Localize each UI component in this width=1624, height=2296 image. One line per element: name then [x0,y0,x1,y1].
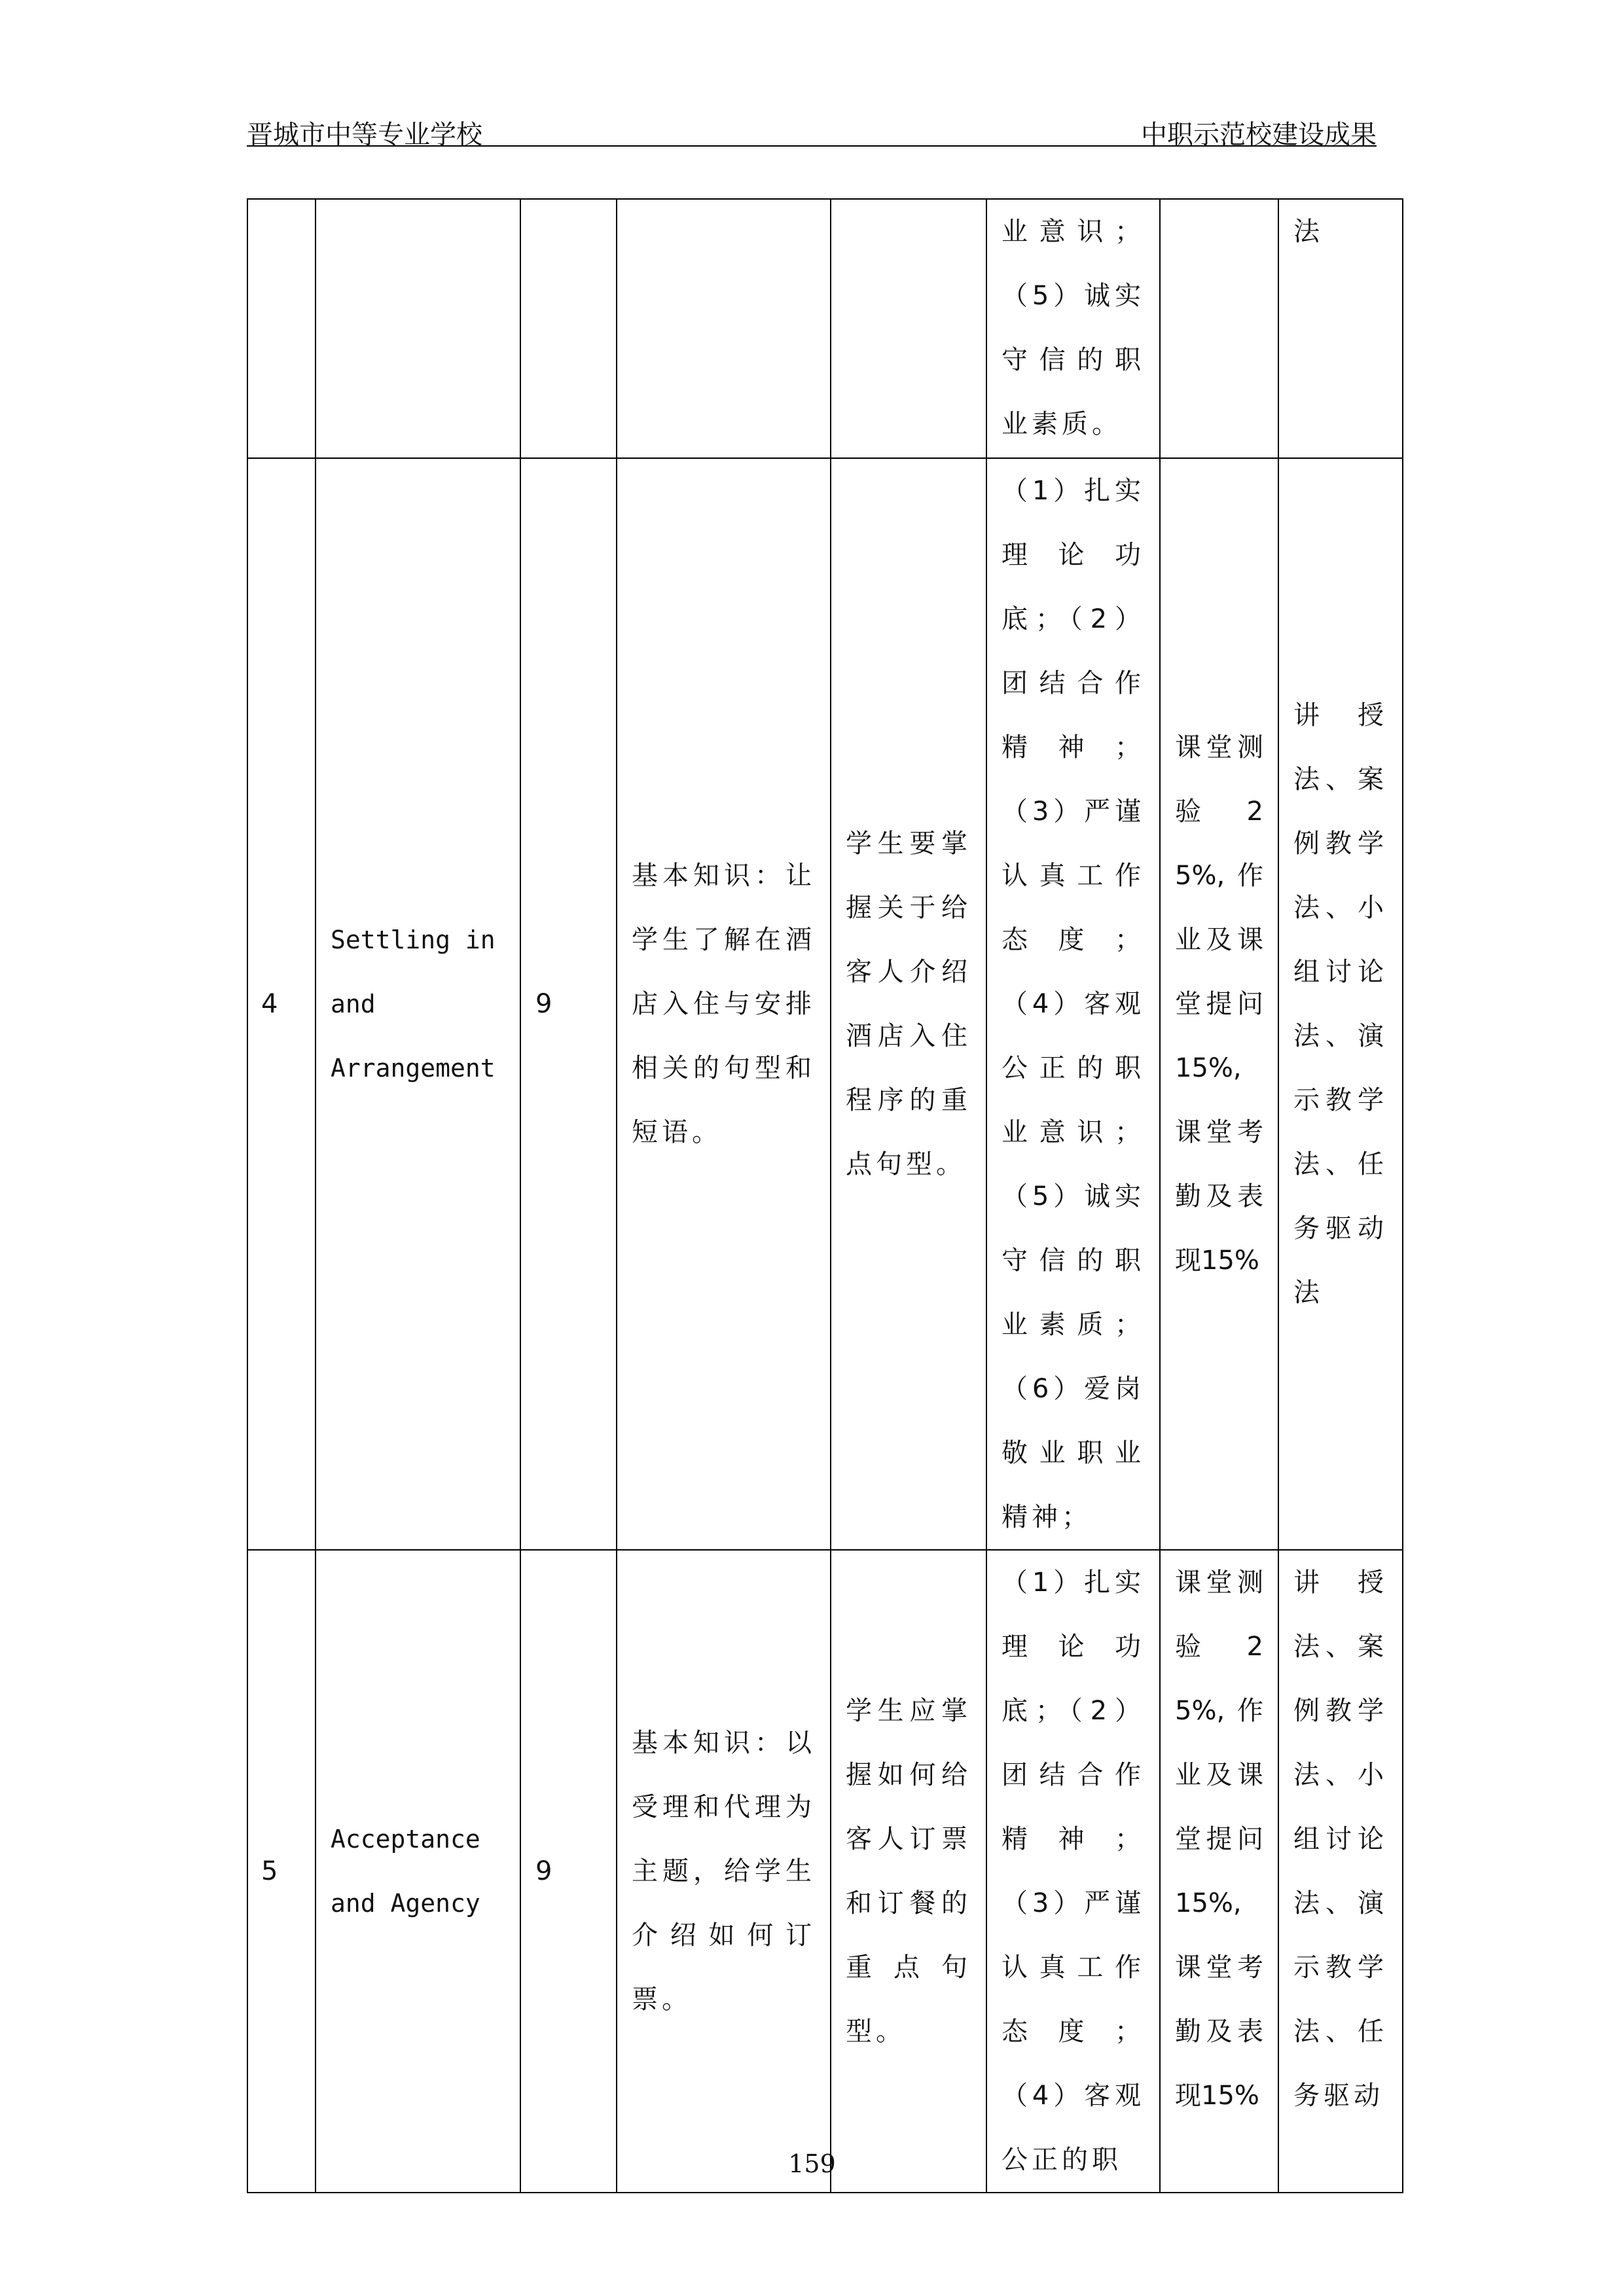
cell-assessment [1160,199,1278,458]
cell-knowledge: 基本知识：让学生了解在酒店入住与安排相关的句型和短语。 [617,458,831,1550]
cell-title [316,199,520,458]
table-row [247,458,1403,1550]
page-header [247,111,1377,150]
cell-method: 讲授法、案例教学法、小组讨论法、演示教学法、任务驱动 [1278,1550,1403,2193]
cell-index: 5 [247,1550,316,2193]
cell-title: Settling in and Arrangement [316,458,520,1550]
cell-skill: 学生应掌握如何给客人订票和订餐的重点句型。 [831,1550,986,2193]
cell-quality: （1）扎实理论功底；（2）团结合作精神；（3）严谨认真工作态度；（4）客观公正的职 [986,1550,1160,2193]
header-school-name: 晋城市中等专业学校 [247,120,482,150]
cell-hours [520,199,617,458]
cell-skill [831,199,986,458]
cell-index [247,199,316,458]
cell-quality: （1）扎实理论功底；（2）团结合作精神；（3）严谨认真工作态度；（4）客观公正的职业意识；（5）诚实守信的职业素质；（6）爱岗敬业职业精神； [986,458,1160,1550]
cell-hours: 9 [520,458,617,1550]
table-row-continued [247,199,1403,458]
cell-hours: 9 [520,1550,617,2193]
cell-index: 4 [247,458,316,1550]
cell-skill: 学生要掌握关于给客人介绍酒店入住程序的重点句型。 [831,458,986,1550]
cell-method: 讲授法、案例教学法、小组讨论法、演示教学法、任务驱动法 [1278,458,1403,1550]
table-row [247,1550,1403,2193]
cell-knowledge [617,199,831,458]
cell-assessment: 课堂测验25%,作业及课堂提问15%,课堂考勤及表现15% [1160,1550,1278,2193]
cell-assessment: 课堂测验25%,作业及课堂提问15%,课堂考勤及表现15% [1160,458,1278,1550]
header-project-title: 中职示范校建设成果 [1141,120,1377,150]
cell-quality: 业意识；（5）诚实守信的职业素质。 [986,199,1160,458]
cell-title: Acceptance and Agency [316,1550,520,2193]
course-content-table [247,198,1403,2193]
cell-method: 法 [1278,199,1403,458]
page-number: 159 [788,2149,836,2178]
cell-knowledge: 基本知识：以受理和代理为主题，给学生介绍如何订票。 [617,1550,831,2193]
